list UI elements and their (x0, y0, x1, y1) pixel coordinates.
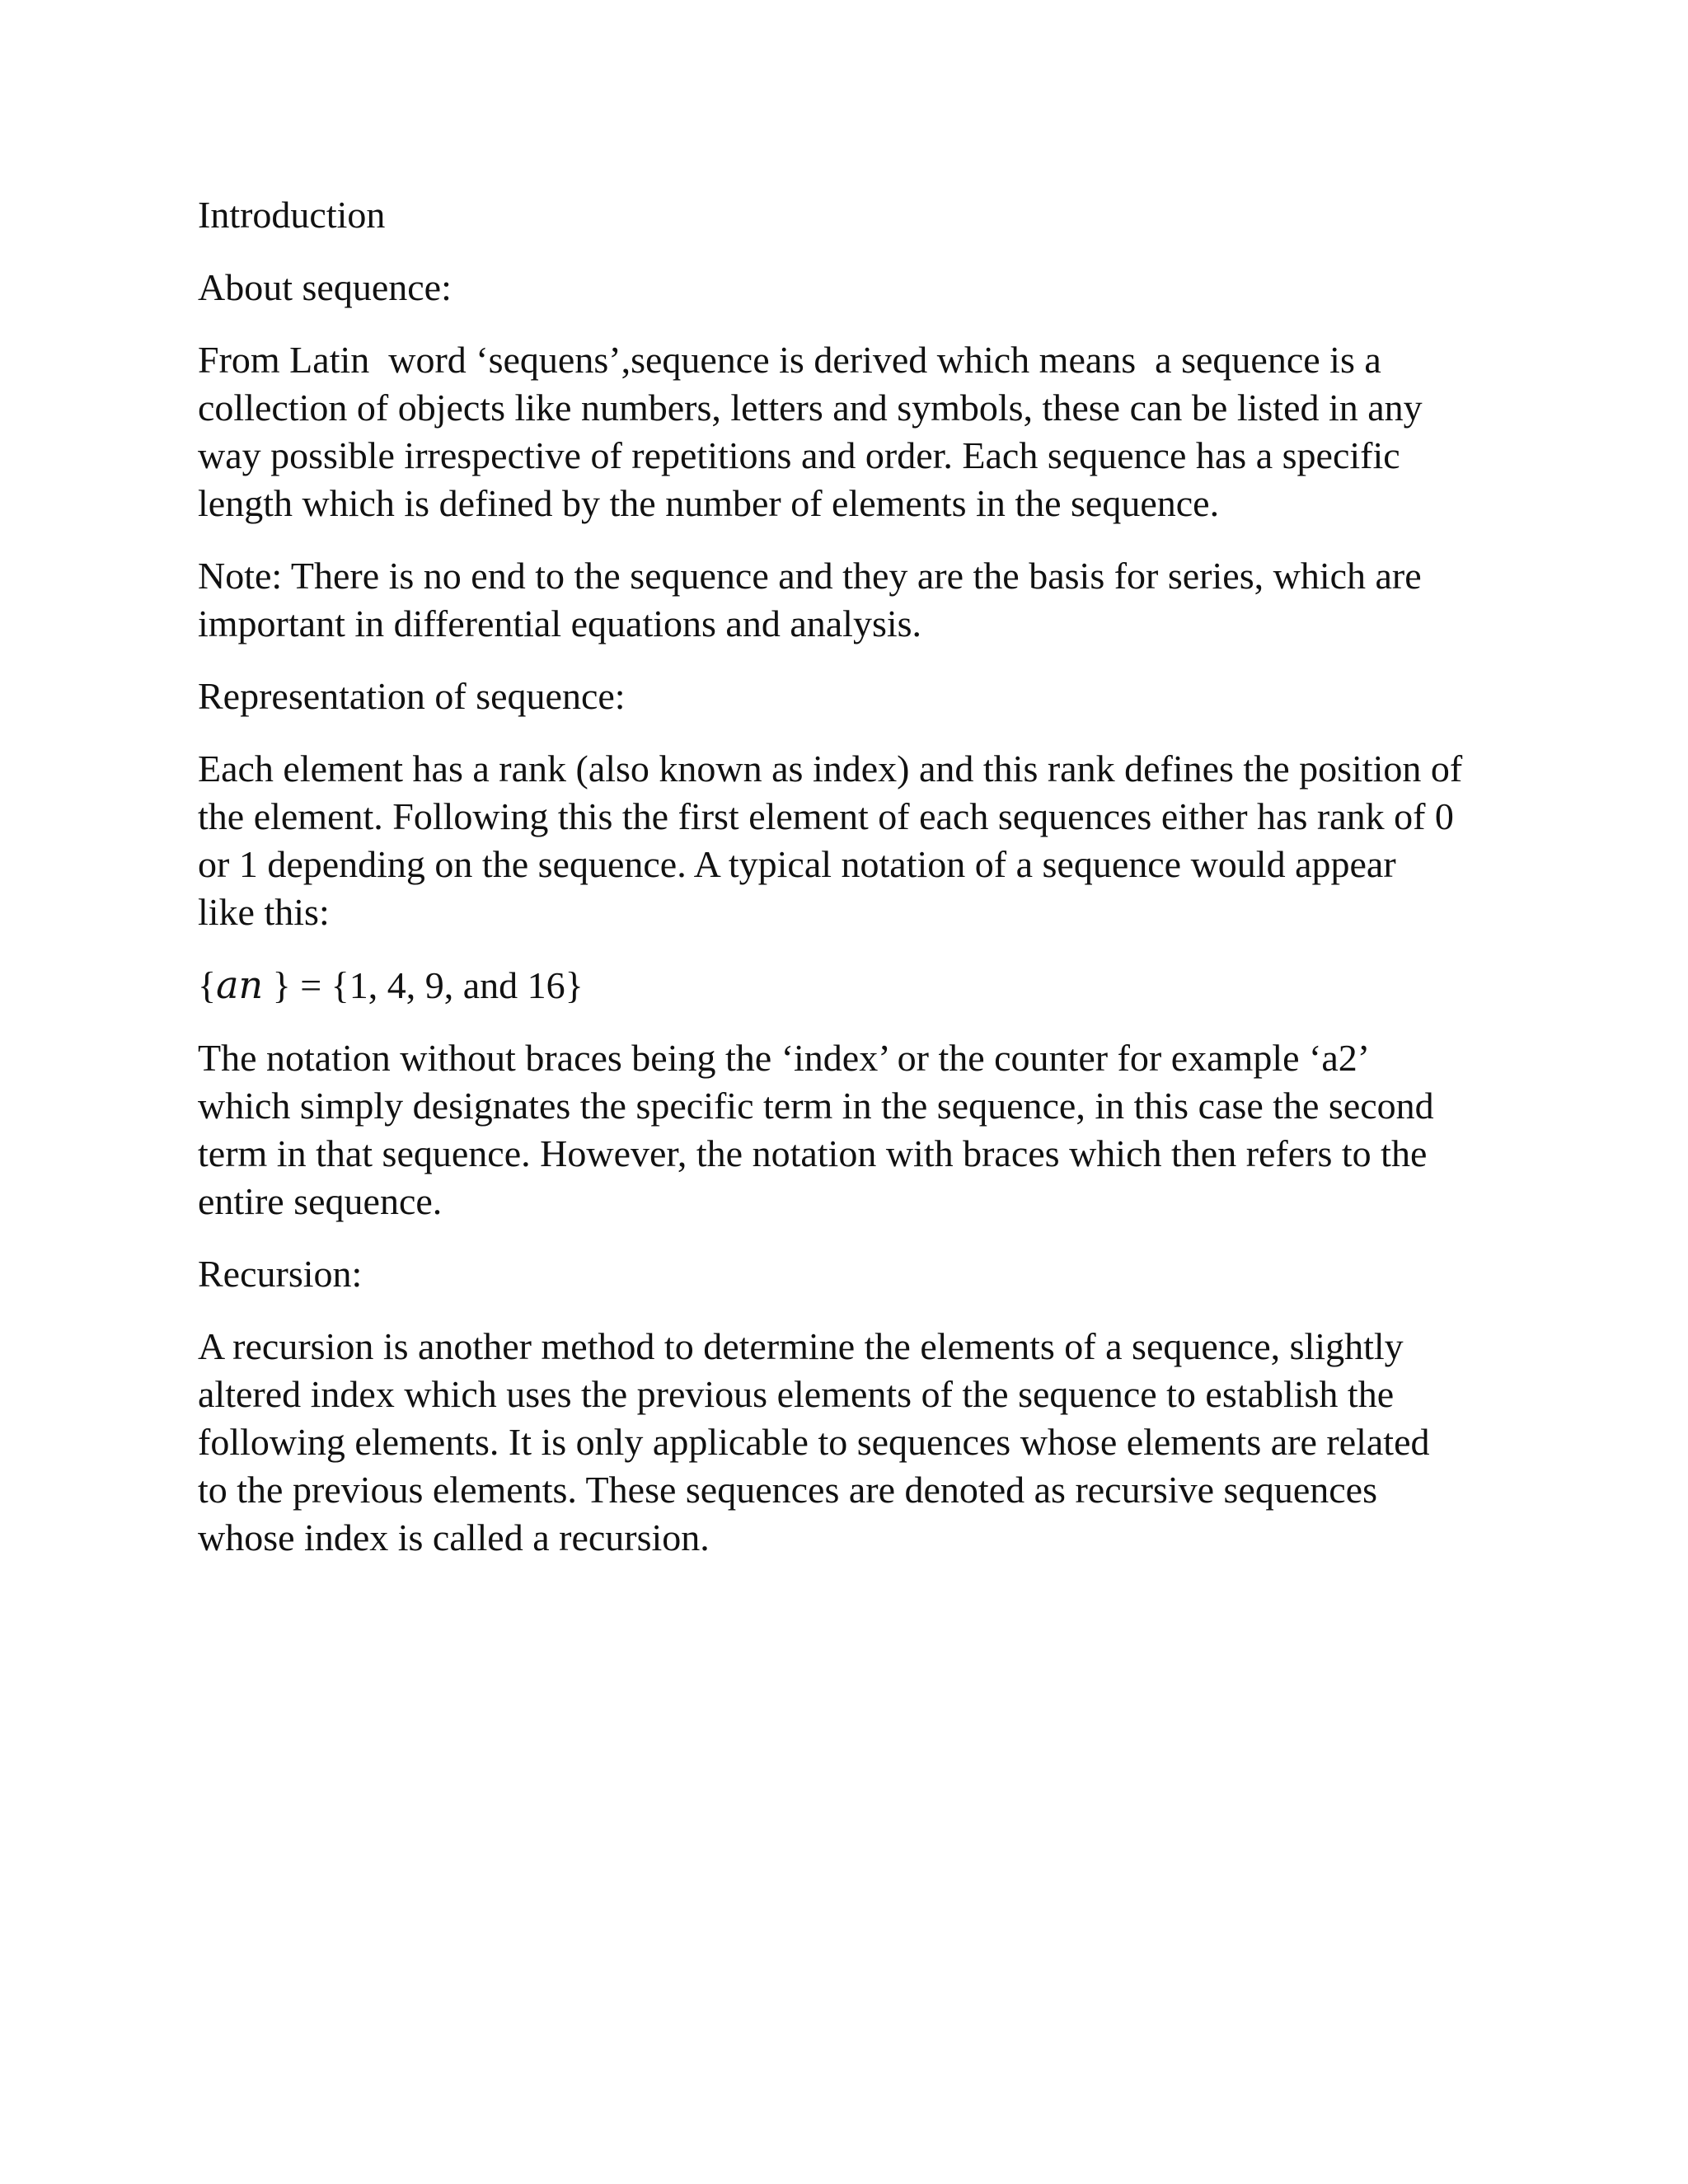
sequence-formula (198, 961, 1517, 1010)
paragraph-about-sequence (198, 336, 1517, 527)
text-line: collection of objects like numbers, letters and symbols, these can be listed in any (198, 387, 1423, 429)
text-line: the element. Following this the first element of each sequences either has rank of 0 (198, 795, 1454, 837)
heading-about-sequence: About sequence: (198, 266, 452, 308)
text-line: which simply designates the specific term in the sequence, in this case the second (198, 1085, 1434, 1127)
heading-representation: Representation of sequence: (198, 675, 626, 717)
text-line: From Latin word ‘sequens’,sequence is derived which means a sequence is a (198, 339, 1381, 381)
text-line: altered index which uses the previous elements of the sequence to establish the (198, 1373, 1395, 1415)
text-line: Note: There is no end to the sequence and they are the basis for series, which are (198, 555, 1422, 597)
paragraph-notation (198, 1034, 1517, 1226)
heading-recursion: Recursion: (198, 1253, 363, 1295)
paragraph-recursion (198, 1323, 1517, 1562)
paragraph-representation (198, 745, 1517, 936)
text-line: like this: (198, 891, 330, 933)
formula-open-brace: { (198, 964, 217, 1006)
text-line: to the previous elements. These sequences are denoted as recursive sequences (198, 1469, 1377, 1511)
formula-symbol: an (216, 963, 264, 1007)
paragraph-note (198, 552, 1517, 648)
text-line: The notation without braces being the ‘index’ or the counter for example ‘a2’ (198, 1037, 1371, 1079)
text-line: important in differential equations and analysis. (198, 602, 922, 644)
text-line: term in that sequence. However, the notation with braces which then refers to the (198, 1132, 1428, 1174)
text-line: A recursion is another method to determine the elements of a sequence, slightly (198, 1325, 1404, 1367)
text-line: way possible irrespective of repetitions and order. Each sequence has a specific (198, 434, 1400, 476)
text-line: entire sequence. (198, 1180, 443, 1222)
document-body (198, 191, 1517, 1586)
heading-introduction: Introduction (198, 194, 386, 236)
text-line: whose index is called a recursion. (198, 1516, 710, 1558)
text-line: Each element has a rank (also known as index) and this rank defines the position of (198, 748, 1463, 790)
text-line: or 1 depending on the sequence. A typical notation of a sequence would appear (198, 843, 1396, 885)
text-line: length which is defined by the number of elements in the sequence. (198, 482, 1220, 524)
formula-rest: } = {1, 4, 9, and 16} (263, 964, 584, 1006)
text-line: following elements. It is only applicable to sequences whose elements are related (198, 1421, 1430, 1463)
